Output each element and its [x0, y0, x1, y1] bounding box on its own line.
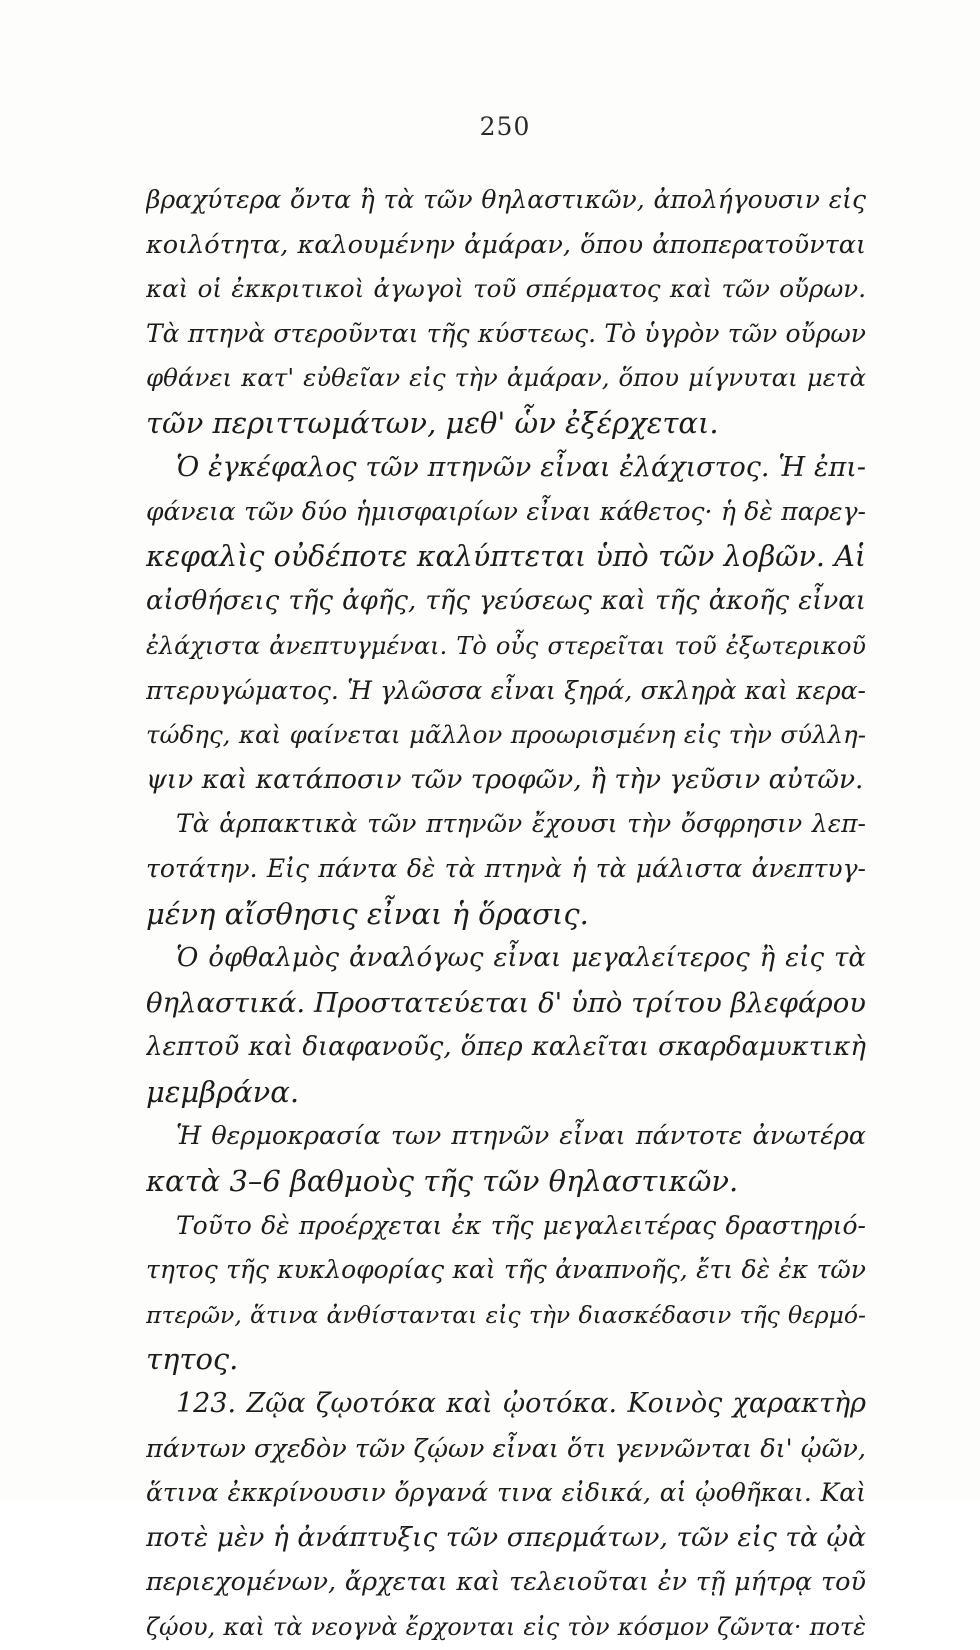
- text-line: κοιλότητα, καλουμένην ἀμάραν, ὅπου ἀποπερατοῦνται: [146, 229, 866, 260]
- text-line: πάντων σχεδὸν τῶν ζῴων εἶναι ὅτι γεννῶνται δι' ᾠῶν,: [146, 1433, 866, 1464]
- text-line: Τὰ ἁρπακτικὰ τῶν πτηνῶν ἔχουσι τὴν ὄσφρησιν λεπ-: [176, 809, 866, 839]
- text-line: ψιν καὶ κατάποσιν τῶν τροφῶν, ἢ τὴν γεῦσιν αὐτῶν.: [146, 763, 864, 795]
- text-line: τοτάτην. Εἰς πάντα δὲ τὰ πτηνὰ ἡ τὰ μάλιστα ἀνεπτυγ-: [146, 853, 866, 883]
- text-line: θηλαστικά. Προστατεύεται δ' ὑπὸ τρίτου βλεφάρου: [146, 986, 866, 1019]
- text-line: τῶν περιττωμάτων, μεθ' ὧν ἐξέρχεται.: [146, 405, 719, 440]
- text-line: ζῴου, καὶ τὰ νεογνὰ ἔρχονται εἰς τὸν κόσμον ζῶντα· ποτὲ: [146, 1613, 866, 1641]
- text-line: ἐλάχιστα ἀνεπτυγμέναι. Τὸ οὖς στερεῖται τοῦ ἐξωτερικοῦ: [146, 631, 866, 660]
- text-line: τητος.: [146, 1342, 239, 1377]
- text-line: βραχύτερα ὄντα ἢ τὰ τῶν θηλαστικῶν, ἀπολήγουσιν εἰς: [146, 185, 866, 214]
- text-line: λεπτοῦ καὶ διαφανοῦς, ὅπερ καλεῖται σκαρδαμυκτικὴ: [146, 1032, 866, 1063]
- text-line: 123. Ζῷα ζῳοτόκα καὶ ᾠοτόκα. Κοινὸς χαρακτὴρ: [176, 1388, 866, 1420]
- text-line: Ὁ ἐγκέφαλος τῶν πτηνῶν εἶναι ἐλάχιστος. Ἡ ἐπι-: [176, 451, 866, 483]
- text-line: κατὰ 3–6 βαθμοὺς τῆς τῶν θηλαστικῶν.: [146, 1164, 739, 1199]
- text-line: αἰσθήσεις τῆς ἀφῆς, τῆς γεύσεως καὶ τῆς ἀκοῆς εἶναι: [146, 586, 866, 617]
- text-line: φθάνει κατ' εὐθεῖαν εἰς τὴν ἀμάραν, ὅπου μίγνυται μετὰ: [146, 363, 866, 393]
- text-line: κεφαλὶς οὐδέποτε καλύπτεται ὑπὸ τῶν λοβῶν. Αἱ: [146, 539, 866, 573]
- text-line: πτερυγώματος. Ἡ γλῶσσα εἶναι ξηρά, σκληρὰ καὶ κερα-: [146, 675, 866, 705]
- text-line: τώδης, καὶ φαίνεται μᾶλλον προωρισμένη εἰς τὴν σύλλη-: [146, 720, 866, 750]
- text-line: ποτὲ μὲν ἡ ἀνάπτυξις τῶν σπερμάτων, τῶν εἰς τὰ ᾠὰ: [146, 1521, 866, 1553]
- text-line: Τοῦτο δὲ προέρχεται ἐκ τῆς μεγαλειτέρας δραστηριό-: [176, 1210, 866, 1240]
- text-line: μένη αἴσθησις εἶναι ἡ ὅρασις.: [146, 896, 589, 931]
- text-line: Ὁ ὀφθαλμὸς ἀναλόγως εἶναι μεγαλείτερος ἢ εἰς τὰ: [176, 943, 866, 974]
- text-line: μεμβράνα.: [146, 1074, 300, 1109]
- body-text: [146, 178, 866, 1650]
- page-number: 250: [479, 112, 531, 141]
- text-line: καὶ οἱ ἐκκριτικοὶ ἀγωγοὶ τοῦ σπέρματος καὶ τῶν οὔρων.: [146, 274, 866, 304]
- text-line: Ἡ θερμοκρασία των πτηνῶν εἶναι πάντοτε ἀνωτέρα: [176, 1121, 866, 1152]
- text-line: Τὰ πτηνὰ στεροῦνται τῆς κύστεως. Τὸ ὑγρὸν τῶν οὔρων: [146, 318, 866, 348]
- text-line: περιεχομένων, ἄρχεται καὶ τελειοῦται ἐν τῇ μήτρᾳ τοῦ: [146, 1567, 866, 1598]
- text-line: φάνεια τῶν δύο ἡμισφαιρίων εἶναι κάθετος· ἡ δὲ παρεγ-: [146, 497, 866, 527]
- text-line: πτερῶν, ἅτινα ἀνθίστανται εἰς τὴν διασκέδασιν τῆς θερμό-: [146, 1300, 866, 1329]
- text-line: ἅτινα ἐκκρίνουσιν ὄργανά τινα εἰδικά, αἱ ᾠοθῆκαι. Καὶ: [146, 1478, 866, 1508]
- text-line: τητος τῆς κυκλοφορίας καὶ τῆς ἀναπνοῆς, ἔτι δὲ ἐκ τῶν: [146, 1255, 866, 1285]
